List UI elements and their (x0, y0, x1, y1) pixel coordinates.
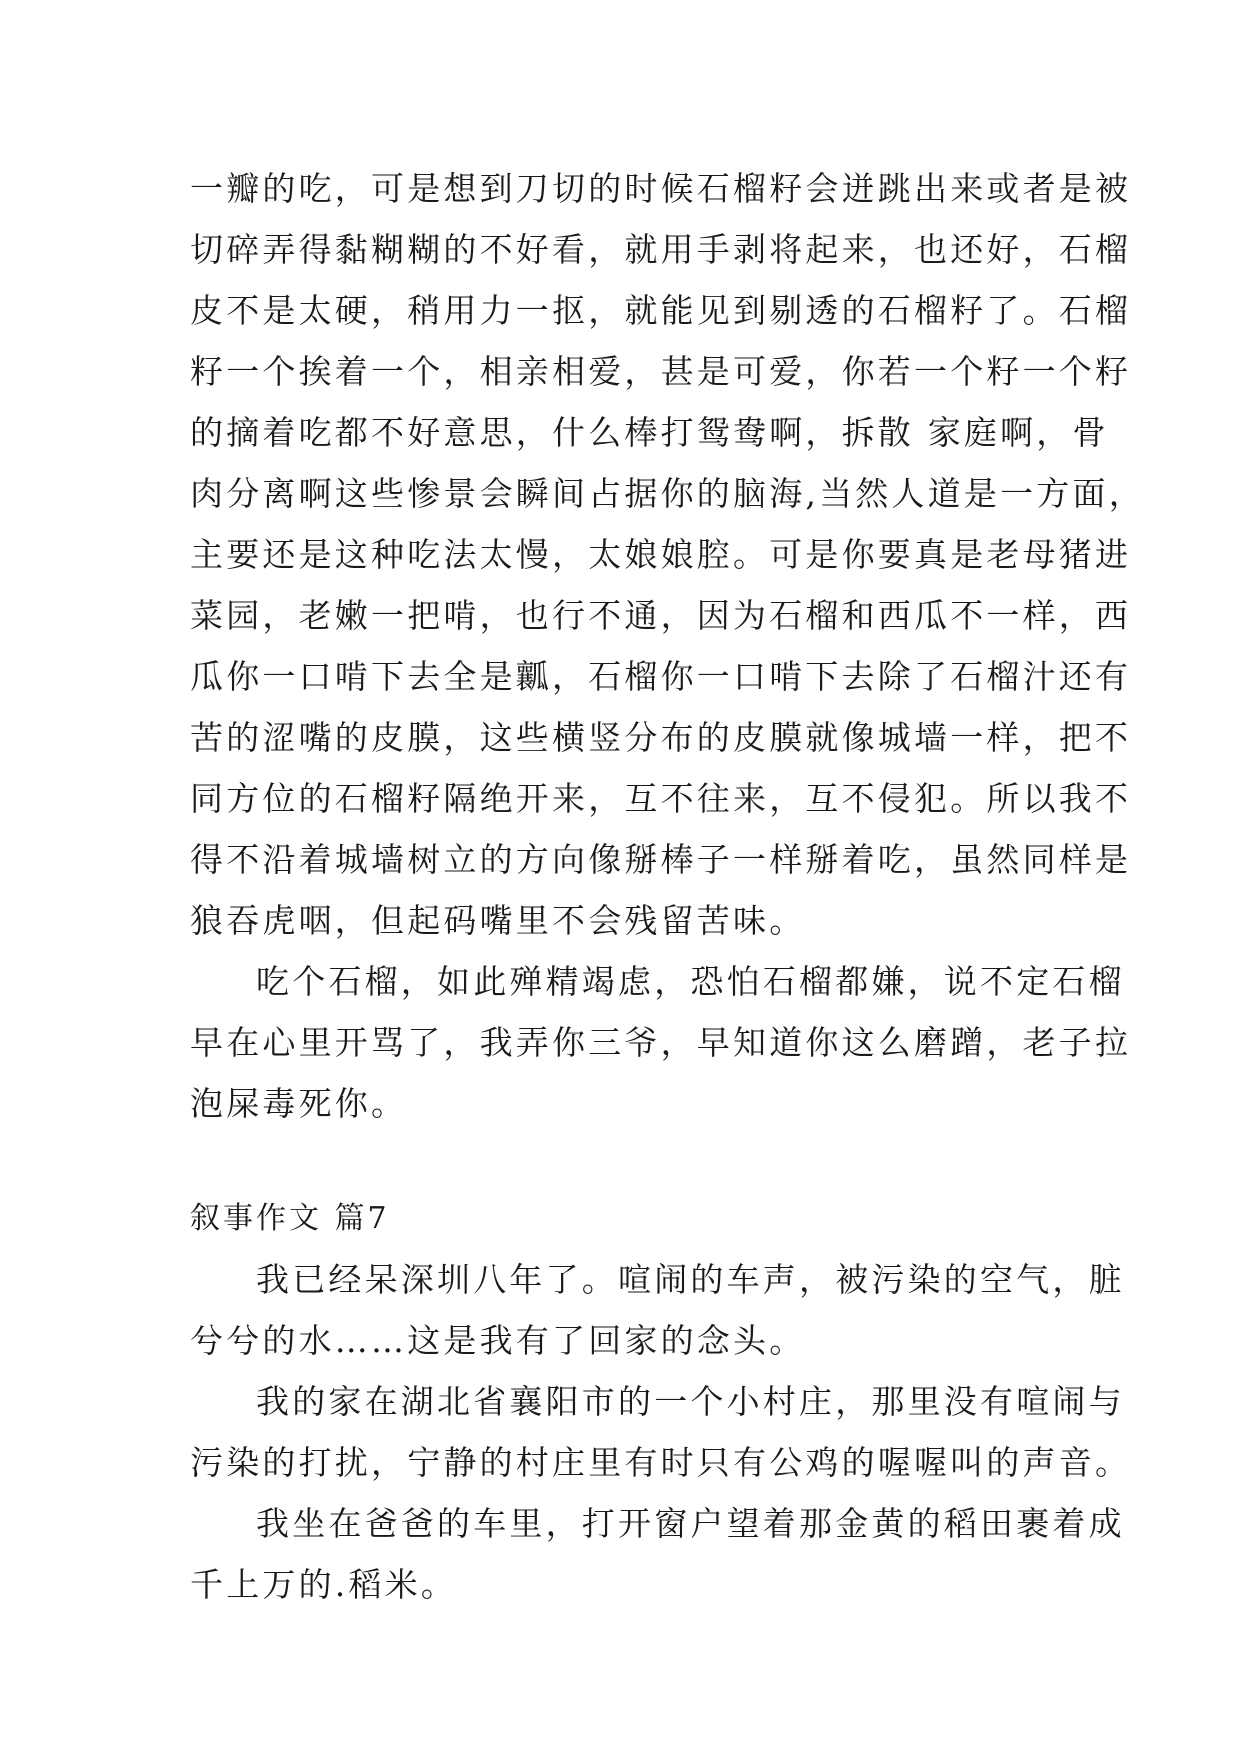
text-line: 主要还是这种吃法太慢，太娘娘腔。可是你要真是老母猪进 (190, 535, 1132, 574)
paragraph (190, 1249, 1125, 1371)
text-line: 泡屎毒死你。 (190, 1084, 408, 1123)
text-line: 瓜你一口啃下去全是瓤，石榴你一口啃下去除了石榴汁还有 (190, 657, 1132, 696)
section-spacer (190, 1134, 1070, 1188)
text-line: 狼吞虎咽，但起码嘴里不会残留苦味。 (190, 901, 806, 940)
text-line: 千上万的.稻米。 (190, 1565, 458, 1604)
text-line: 的摘着吃都不好意思，什么棒打鸳鸯啊，拆散 家庭啊，骨 (190, 413, 1109, 452)
paragraph (190, 1371, 1132, 1493)
text-line: 肉分离啊这些惨景会瞬间占据你的脑海,当然人道是一方面， (190, 474, 1145, 513)
document-page (190, 158, 1145, 1615)
paragraph (190, 158, 1145, 951)
text-line: 我坐在爸爸的车里，打开窗户望着那金黄的稻田裹着成 (256, 1504, 1125, 1543)
text-line: 得不沿着城墙树立的方向像掰棒子一样掰着吃，虽然同样是 (190, 840, 1132, 879)
text-line: 兮兮的水……这是我有了回家的念头。 (190, 1321, 806, 1360)
text-line: 皮不是太硬，稍用力一抠，就能见到剔透的石榴籽了。石榴 (190, 291, 1132, 330)
text-line: 吃个石榴，如此殚精竭虑，恐怕石榴都嫌，说不定石榴 (256, 962, 1125, 1001)
text-line: 我已经呆深圳八年了。喧闹的车声，被污染的空气，脏 (256, 1260, 1125, 1299)
text-line: 早在心里开骂了，我弄你三爷，早知道你这么磨蹭，老子拉 (190, 1023, 1132, 1062)
text-line: 菜园，老嫩一把啃，也行不通，因为石榴和西瓜不一样，西 (190, 596, 1132, 635)
text-line: 切碎弄得黏糊糊的不好看，就用手剥将起来，也还好，石榴 (190, 230, 1132, 269)
text-line: 苦的涩嘴的皮膜，这些横竖分布的皮膜就像城墙一样，把不 (190, 718, 1132, 757)
text-line: 一瓣的吃，可是想到刀切的时候石榴籽会迸跳出来或者是被 (190, 169, 1132, 208)
paragraph (190, 951, 1132, 1134)
text-line: 污染的打扰，宁静的村庄里有时只有公鸡的喔喔叫的声音。 (190, 1443, 1132, 1482)
text-line: 同方位的石榴籽隔绝开来，互不往来，互不侵犯。所以我不 (190, 779, 1132, 818)
paragraph (190, 1493, 1125, 1615)
section-heading: 叙事作文 篇7 (190, 1201, 390, 1236)
text-line: 籽一个挨着一个，相亲相爱，甚是可爱，你若一个籽一个籽 (190, 352, 1132, 391)
text-line: 我的家在湖北省襄阳市的一个小村庄，那里没有喧闹与 (256, 1382, 1125, 1421)
